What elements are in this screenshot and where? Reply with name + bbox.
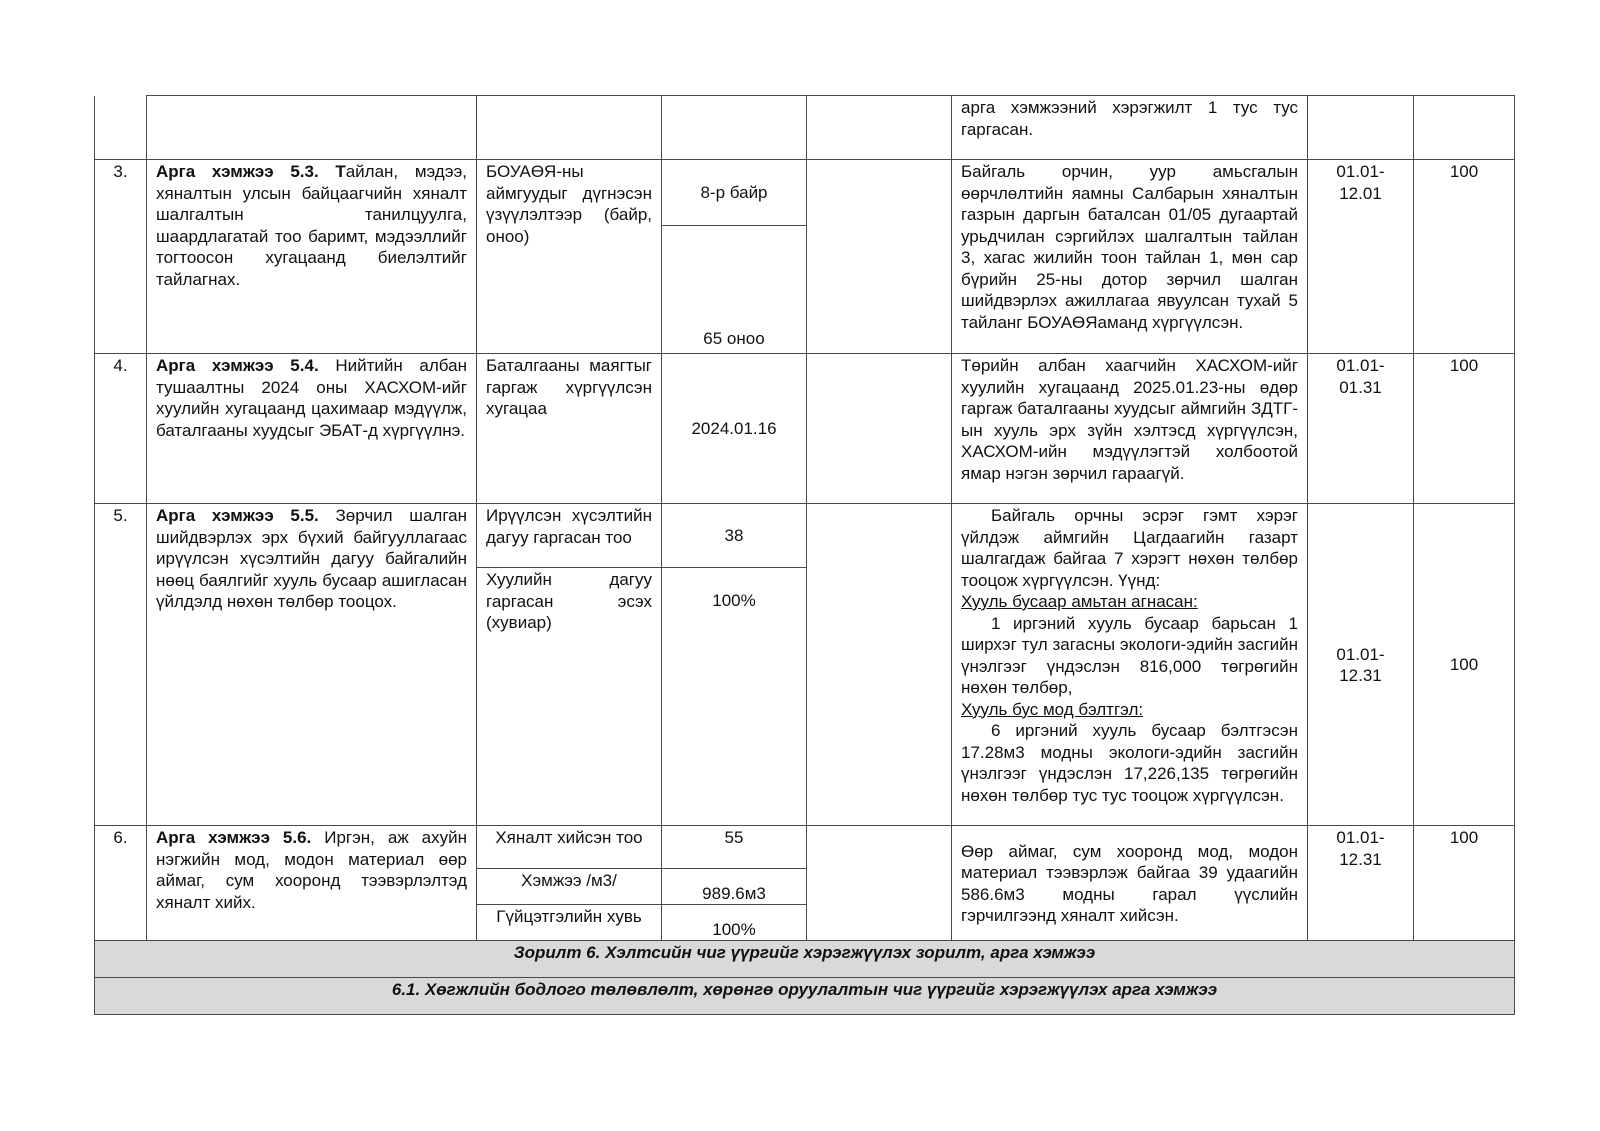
report-cell: арга хэмжээний хэрэгжилт 1 тус тус гаргасан.: [952, 96, 1308, 160]
indicator: Хуулийн дагуу гаргасан эсэх (хувиар): [477, 568, 662, 826]
indicator-value: 38: [662, 504, 807, 568]
action-title: Арга хэмжээ 5.3. Т: [156, 162, 346, 181]
report-paragraph: 1 иргэний хууль бусаар барьсан 1 ширхэг тул загасны экологи-эдийн засгийн үнэлгээг үндэслэн 816,000 төгрөгийн нөхөн төлбөр,: [961, 613, 1298, 697]
indicator-value: 989.6м3: [662, 869, 807, 905]
action-description: [147, 504, 477, 826]
subgoal-row: [95, 978, 1515, 1015]
value-cell: [662, 96, 807, 160]
row-number: 3.: [95, 160, 147, 354]
action-description: [147, 160, 477, 354]
indicator-cell: [477, 96, 662, 160]
empty-cell: [807, 504, 952, 826]
action-title: Арга хэмжээ 5.6.: [156, 828, 312, 847]
action-description: [147, 826, 477, 941]
period: 01.01-12.31: [1308, 504, 1414, 826]
indicator: Хэмжээ /м3/: [477, 869, 662, 905]
action-cell: [147, 96, 477, 160]
action-description: [147, 354, 477, 504]
action-title: Арга хэмжээ 5.4.: [156, 356, 319, 375]
action-title: Арга хэмжээ 5.5.: [156, 506, 319, 525]
table-row: [95, 826, 1515, 869]
action-text: Нийтийн албан тушаалтны 2024 оны ХАСХОМ-ийг хуулийн хугацаанд цахимаар мэдүүлж, баталгааны хуудсыг ЭБАТ-д хүргүүлнэ.: [156, 356, 467, 440]
report-heading: Хууль бус мод бэлтгэл:: [961, 699, 1144, 719]
report-paragraph: 6 иргэний хууль бусаар бэлтгэсэн 17.28м3 модны экологи-эдийн засгийн үнэлгээг үндэслэн 17,226,135 төгрөгийн нөхөн төлбөр тус тус тооцож хүргүүлсэн.: [961, 721, 1298, 805]
indicator-value: 55: [662, 826, 807, 869]
plan-report-table: [94, 95, 1515, 1015]
indicator: Ирүүлсэн хүсэлтийн дагуу гаргасан тоо: [477, 504, 662, 568]
table-row: [95, 504, 1515, 568]
period: 01.01-01.31: [1308, 354, 1414, 504]
row-number: 5.: [95, 504, 147, 826]
row-number: 6.: [95, 826, 147, 941]
score: 100: [1414, 160, 1515, 354]
report-text: [952, 504, 1308, 826]
indicator: Гүйцэтгэлийн хувь: [477, 905, 662, 941]
empty-cell: [807, 96, 952, 160]
goal-title: Зорилт 6. Хэлтсийн чиг үүргийг хэрэгжүүлэх зорилт, арга хэмжээ: [95, 941, 1515, 978]
indicator-value: 65 оноо: [662, 226, 807, 354]
score: 100: [1414, 504, 1515, 826]
row-number: 4.: [95, 354, 147, 504]
report-text: Өөр аймаг, сум хооронд мод, модон материал тээвэрлэж байгаа 39 удаагийн 586.6м3 модны гарал үүслийн гэрчилгээнд хяналт хийсэн.: [952, 826, 1308, 941]
report-text: Төрийн албан хаагчийн ХАСХОМ-ийг хуулийн хугацаанд 2025.01.23-ны өдөр гаргаж баталгааны хуудсыг аймгийн ЗДТГ-ын хууль эрх зүйн хэлтэсд хүргүүлсэн, ХАСХОМ-ийн мэдүүлэгтэй холбоотой ямар нэгэн зөрчил гараагүй.: [952, 354, 1308, 504]
subgoal-title: 6.1. Хөгжлийн бодлого төлөвлөлт, хөрөнгө оруулалтын чиг үүргийг хэрэгжүүлэх арга хэмжээ: [95, 978, 1515, 1015]
score: 100: [1414, 354, 1515, 504]
indicator-value: 100%: [662, 905, 807, 941]
empty-cell: [807, 160, 952, 354]
report-intro: Байгаль орчны эсрэг гэмт хэрэг үйлдэж аймгийн Цагдаагийн газарт шалгагдаж байгаа 7 хэрэгт нөхөн төлбөр тооцож хүргүүлсэн. Үүнд:: [961, 506, 1298, 590]
indicator: Хяналт хийсэн тоо: [477, 826, 662, 869]
indicator-value: 100%: [662, 568, 807, 826]
report-text: Байгаль орчин, уур амьсгалын өөрчлөлтийн яамны Салбарын хяналтын газрын даргын баталсан 01/05 дугаартай урьдчилан сэргийлэх шалгалтын тайлан 3, хагас жилийн тоон тайлан 1, мөн сар бүрийн 25-ны дотор зөрчил шалган шийдвэрлэх ажиллагаа явуулсан тухай 5 тайланг БОУАӨЯаманд хүргүүлсэн.: [952, 160, 1308, 354]
report-heading: Хууль бусаар амьтан агнасан:: [961, 592, 1198, 611]
indicator-value: 8-р байр: [662, 160, 807, 226]
period-cell: [1308, 96, 1414, 160]
indicator-value: 2024.01.16: [662, 354, 807, 504]
action-text: Зөрчил шалган шийдвэрлэх эрх бүхий байгууллагаас ирүүлсэн хүсэлтийн дагуу байгалийн нөөц баялгийг хууль бусаар ашигласан үйлдэлд нөхөн төлбөр тооцох.: [156, 506, 467, 611]
row-number-cell: [95, 96, 147, 160]
period: 01.01-12.31: [1308, 826, 1414, 941]
empty-cell: [807, 354, 952, 504]
indicator: БОУАӨЯ-ны аймгуудыг дүгнэсэн үзүүлэлтээр (байр, оноо): [477, 160, 662, 354]
table-row: [95, 96, 1515, 160]
score-cell: [1414, 96, 1515, 160]
table-row: [95, 160, 1515, 226]
empty-cell: [807, 826, 952, 941]
score: 100: [1414, 826, 1515, 941]
goal-row: [95, 941, 1515, 978]
table-row: [95, 354, 1515, 504]
action-text: Иргэн, аж ахуйн нэгжийн мод, модон материал өөр аймаг, сум хооронд тээвэрлэлтэд хяналт хийх.: [156, 828, 467, 912]
period: 01.01-12.01: [1308, 160, 1414, 354]
indicator: Баталгааны маягтыг гаргаж хүргүүлсэн хугацаа: [477, 354, 662, 504]
action-text: айлан, мэдээ, хяналтын улсын байцаагчийн хяналт шалгалтын танилцуулга, шаардлагатай тоо баримт, мэдээллийг тогтоосон хугацаанд биелэлтийг тайлагнах.: [156, 162, 467, 289]
